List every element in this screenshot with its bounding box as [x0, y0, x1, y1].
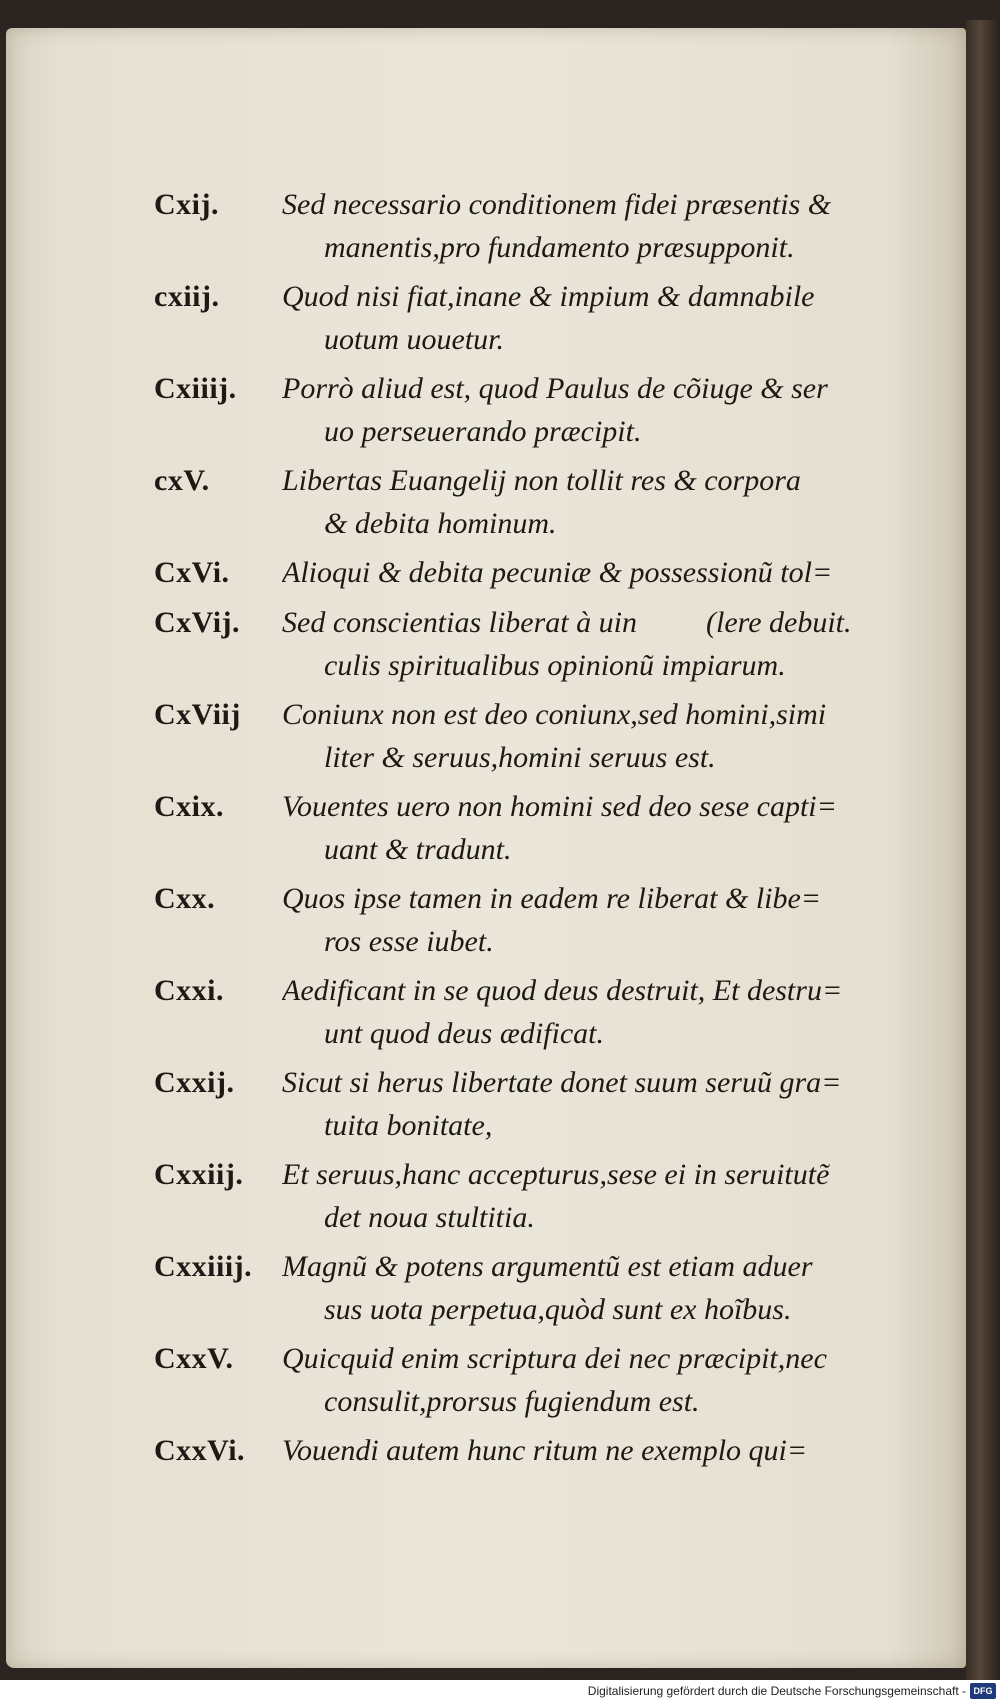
thesis-number: cxiij.	[154, 280, 220, 313]
thesis-number: CxVij.	[154, 606, 241, 639]
thesis-line: Vouentes uero non homini sed deo sese capti=	[282, 790, 837, 823]
thesis-list	[6, 28, 966, 1668]
thesis-line: Sicut si herus libertate donet suum seruũ gra=	[282, 1066, 842, 1099]
thesis-line: unt quod deus ædificat.	[324, 1017, 604, 1050]
thesis-number: Cxij.	[154, 188, 219, 221]
thesis-line: culis spiritualibus opinionũ impiarum.	[324, 649, 786, 682]
thesis-line: Libertas Euangelij non tollit res & corpora	[282, 464, 801, 497]
thesis-line: manentis,pro fundamento præsupponit.	[324, 231, 795, 264]
thesis-line: Quos ipse tamen in eadem re liberat & libe=	[282, 882, 822, 915]
thesis-line: Sed conscientias liberat à uin	[282, 606, 637, 639]
thesis-line: sus uota perpetua,quòd sunt ex hoĩbus.	[324, 1293, 792, 1326]
thesis-number: CxxV.	[154, 1342, 234, 1375]
thesis-line: uotum uouetur.	[324, 323, 504, 356]
dfg-logo: DFG	[970, 1683, 996, 1699]
thesis-line: Coniunx non est deo coniunx,sed homini,simi	[282, 698, 827, 731]
thesis-number: Cxiiij.	[154, 372, 237, 405]
thesis-number: CxViij	[154, 698, 241, 731]
thesis-number: CxxVi.	[154, 1434, 246, 1467]
thesis-line: Quod nisi fiat,inane & impium & damnabile	[282, 280, 815, 313]
thesis-line: & debita hominum.	[324, 507, 557, 540]
thesis-number: Cxxi.	[154, 974, 224, 1007]
thesis-number: CxVi.	[154, 556, 230, 589]
book-page	[6, 28, 966, 1668]
digitization-footer	[0, 1680, 1000, 1704]
thesis-line: consulit,prorsus fugiendum est.	[324, 1385, 700, 1418]
thesis-aside: (lere debuit.	[706, 606, 852, 639]
thesis-line: Sed necessario conditionem fidei præsentis &	[282, 188, 832, 221]
thesis-line: uant & tradunt.	[324, 833, 512, 866]
thesis-line: Vouendi autem hunc ritum ne exemplo qui=	[282, 1434, 808, 1467]
thesis-number: Cxxij.	[154, 1066, 235, 1099]
thesis-number: Cxx.	[154, 882, 216, 915]
thesis-line: Porrò aliud est, quod Paulus de cõiuge & ser	[282, 372, 828, 405]
thesis-line: det noua stultitia.	[324, 1201, 535, 1234]
thesis-line: Magnũ & potens argumentũ est etiam aduer	[282, 1250, 813, 1283]
thesis-line: uo perseuerando præcipit.	[324, 415, 642, 448]
thesis-line: tuita bonitate,	[324, 1109, 493, 1142]
thesis-line: ros esse iubet.	[324, 925, 494, 958]
funding-credit: Digitalisierung gefördert durch die Deutsche Forschungsgemeinschaft -	[587, 1684, 966, 1698]
thesis-line: Alioqui & debita pecuniæ & possessionũ tol=	[282, 556, 833, 589]
book-edge	[966, 20, 1000, 1680]
thesis-number: Cxix.	[154, 790, 224, 823]
thesis-line: Quicquid enim scriptura dei nec præcipit,nec	[282, 1342, 827, 1375]
thesis-number: Cxxiij.	[154, 1158, 244, 1191]
thesis-line: Et seruus,hanc accepturus,sese ei in seruitutẽ	[282, 1158, 830, 1191]
thesis-number: Cxxiiij.	[154, 1250, 253, 1283]
thesis-number: cxV.	[154, 464, 210, 497]
thesis-line: liter & seruus,homini seruus est.	[324, 741, 716, 774]
thesis-line: Aedificant in se quod deus destruit, Et destru=	[282, 974, 843, 1007]
